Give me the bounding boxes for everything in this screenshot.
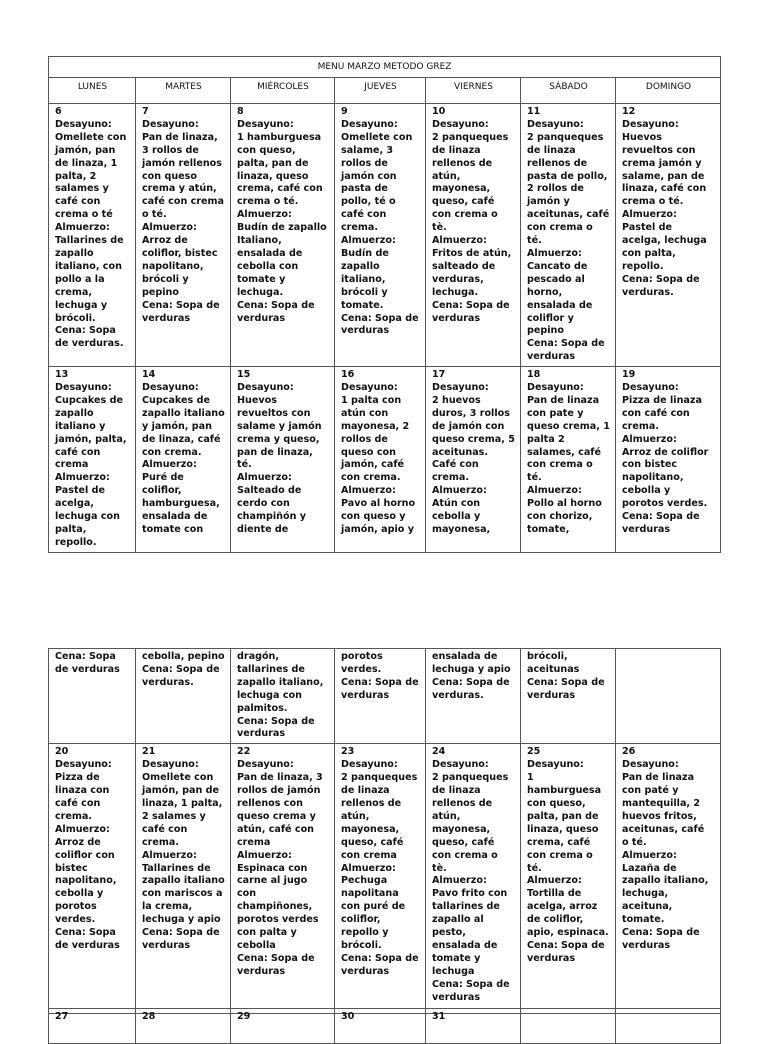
day-cell — [335, 1009, 426, 1044]
meal-text: Desayuno: Cupcakes de zapallo italiano y jamón, pan de linaza, café con crema. Almuerzo: Puré de coliflor, hamburguesa, ensalada de tomate con — [142, 382, 225, 535]
day-cell — [49, 367, 136, 553]
meal-text: Desayuno: 2 panqueques de linaza rellenos de pasta de pollo, 2 rollos de jamón y aceitunas, café con crema o té. Almuerzo: Cancato de pescado al horno, ensalada de coliflor y pepino Cena: Sopa de verduras — [527, 118, 610, 363]
day-cell — [616, 367, 721, 553]
day-cell — [426, 649, 521, 744]
day-number: 23 — [341, 746, 355, 758]
week-row — [49, 744, 721, 1014]
day-cell — [335, 649, 426, 744]
day-number: 28 — [142, 1011, 156, 1022]
day-cell — [335, 367, 426, 553]
meal-text: Desayuno: Cupcakes de zapallo italiano y jamón, palta, café con crema Almuerzo: Pastel de acelga, lechuga con palta, repollo. — [55, 382, 127, 548]
meal-text: Desayuno: 1 palta con atún con mayonesa, 2 rollos de queso con jamón, café con crema. Almuerzo: Pavo al horno con queso y jamón, apio y — [341, 382, 416, 535]
day-cell — [426, 744, 521, 1014]
day-number: 17 — [432, 369, 446, 381]
meal-text: Desayuno: 2 huevos duros, 3 rollos de jamón con queso crema, 5 aceitunas. Café con crema. Almuerzo: Atún con cebolla y mayonesa, — [432, 382, 515, 535]
meal-text: Desayuno: Pan de linaza con pate y queso crema, 1 palta 2 salames, café con crema o té. Almuerzo: Pollo al horno con chorizo, tomate, — [527, 382, 610, 535]
meal-text: Desayuno: Pan de linaza con paté y mantequilla, 2 huevos fritos, aceitunas, café o té. Almuerzo: Lazaña de zapallo italiano, lechuga, aceituna, tomate. Cena: Sopa de verduras — [622, 759, 709, 951]
day-cell — [521, 1009, 616, 1044]
day-cell — [231, 104, 335, 367]
day-number: 12 — [622, 106, 636, 117]
meal-text: ensalada de lechuga y apio Cena: Sopa de verduras. — [432, 651, 511, 701]
day-cell — [521, 104, 616, 367]
meal-text: Desayuno: 2 panqueques de linaza rellenos de atún, mayonesa, queso, café con crema o tè. Almuerzo: Pavo frito con tallarines de zapallo al pesto, ensalada de tomate y lechuga Cena: Sopa de verduras — [432, 759, 510, 1003]
day-cell — [136, 367, 231, 553]
meal-text: Cena: Sopa de verduras — [55, 651, 120, 675]
day-number: 7 — [142, 106, 149, 117]
day-cell — [231, 744, 335, 1014]
day-number: 10 — [432, 106, 446, 117]
week-row — [49, 367, 721, 553]
day-header: VIERNES — [426, 78, 521, 104]
day-number: 14 — [142, 369, 156, 381]
meal-text: Desayuno: Huevos revueltos con crema jamón y salame, pan de linaza, café con crema o té. Almuerzo: Pastel de acelga, lechuga con palta, repollo. Cena: Sopa de verduras. — [622, 118, 707, 298]
day-cell — [49, 1009, 136, 1044]
week-row — [49, 104, 721, 367]
day-number: 6 — [55, 106, 62, 117]
day-cell — [521, 744, 616, 1014]
day-cell — [426, 104, 521, 367]
day-header: LUNES — [49, 78, 136, 104]
day-number: 9 — [341, 106, 348, 117]
day-cell — [136, 744, 231, 1014]
day-header: JUEVES — [335, 78, 426, 104]
day-cell — [49, 744, 136, 1014]
day-cell — [335, 744, 426, 1014]
day-number: 30 — [341, 1011, 355, 1022]
day-cell — [616, 744, 721, 1014]
meal-text: Desayuno: Omellete con salame, 3 rollos de jamón con pasta de pollo, té o café con crema. Almuerzo: Budín de zapallo italiano, brócoli y tomate. Cena: Sopa de verduras — [341, 118, 419, 337]
menu-table-last-week — [48, 1008, 721, 1044]
day-cell — [136, 104, 231, 367]
meal-text: Desayuno: Omellete con jamón, pan de linaza, 1 palta, 2 salames y café con crema. Almuerzo: Tallarines de zapallo italiano con mariscos a la crema, lechuga y apio Cena: Sopa de verduras — [142, 759, 225, 951]
meal-text: Desayuno: Omellete con jamón, pan de linaza, 1 palta, 2 salames y café con crema o té Almuerzo: Tallarines de zapallo italiano, con pollo a la crema, lechuga y brócoli. Cena: Sopa de verduras. — [55, 118, 127, 350]
day-number: 19 — [622, 369, 636, 381]
day-header: SÁBADO — [521, 78, 616, 104]
day-number: 20 — [55, 746, 69, 758]
day-cell — [231, 367, 335, 553]
meal-text: Desayuno: Huevos revueltos con salame y jamón crema y queso, pan de linaza, té. Almuerzo: Salteado de cerdo con champiñón y diente de — [237, 382, 322, 535]
day-number: 25 — [527, 746, 541, 758]
day-number: 13 — [55, 369, 69, 381]
day-header: MIÉRCOLES — [231, 78, 335, 104]
menu-table-bottom — [48, 648, 721, 1014]
day-number: 24 — [432, 746, 446, 758]
day-cell — [521, 649, 616, 744]
day-header: DOMINGO — [616, 78, 721, 104]
day-cell — [136, 649, 231, 744]
day-cell — [49, 649, 136, 744]
continued-row — [49, 649, 721, 744]
menu-table-top — [48, 56, 721, 553]
menu-page-2-last-week — [48, 1008, 720, 1044]
day-number: 8 — [237, 106, 244, 117]
day-cell — [616, 1009, 721, 1044]
day-cell — [231, 649, 335, 744]
day-number: 31 — [432, 1011, 446, 1022]
menu-page-2 — [48, 648, 720, 1014]
day-cell — [616, 649, 721, 744]
meal-text: Desayuno: 1 hamburguesa con queso, palta, pan de linaza, queso crema, café con crema o té. Almuerzo: Tortilla de acelga, arroz de coliflor, apio, espinaca. Cena: Sopa de verduras — [527, 759, 609, 964]
menu-page-1 — [48, 56, 720, 553]
day-number: 16 — [341, 369, 355, 381]
day-cell — [426, 367, 521, 553]
meal-text: Desayuno: 2 panqueques de linaza rellenos de atún, mayonesa, queso, café con crema o tè. Almuerzo: Fritos de atún, salteado de verduras, lechuga. Cena: Sopa de verduras — [432, 118, 512, 324]
day-cell — [616, 104, 721, 367]
meal-text: Desayuno: Pizza de linaza con café con crema. Almuerzo: Arroz de coliflor con bistec napolitano, cebolla y porotos verdes. Cena: Sopa de verduras — [55, 759, 120, 951]
meal-text: dragón, tallarines de zapallo italiano, lechuga con palmitos. Cena: Sopa de verduras — [237, 651, 324, 740]
day-number: 29 — [237, 1011, 251, 1022]
meal-text: Desayuno: Pan de linaza, 3 rollos de jamón rellenos con queso crema y atún, café con crema o té. Almuerzo: Arroz de coliflor, bistec napolitano, brócoli y pepino Cena: Sopa de verduras — [142, 118, 225, 324]
day-cell — [426, 1009, 521, 1044]
day-cell — [231, 1009, 335, 1044]
day-number: 15 — [237, 369, 251, 381]
week-row — [49, 1009, 721, 1044]
day-number: 11 — [527, 106, 541, 117]
day-number: 22 — [237, 746, 251, 758]
meal-text: Desayuno: 2 panqueques de linaza rellenos de atún, mayonesa, queso, café con crema Almuerzo: Pechuga napolitana con puré de coliflor, repollo y brócoli. Cena: Sopa de verduras — [341, 759, 419, 977]
day-header: MARTES — [136, 78, 231, 104]
meal-text: cebolla, pepino Cena: Sopa de verduras. — [142, 651, 225, 688]
meal-text: porotos verdes. Cena: Sopa de verduras — [341, 651, 419, 701]
meal-text: brócoli, aceitunas Cena: Sopa de verduras — [527, 651, 605, 701]
meal-text: Desayuno: 1 hamburguesa con queso, palta, pan de linaza, queso crema, café con crema o té. Almuerzo: Budín de zapallo Italiano, ensalada de cebolla con tomate y lechuga. Cena: Sopa de verduras — [237, 118, 327, 324]
day-cell — [521, 367, 616, 553]
menu-title: MENU MARZO METODO GREZ — [49, 57, 721, 78]
day-cell — [335, 104, 426, 367]
day-number: 26 — [622, 746, 636, 758]
day-cell — [49, 104, 136, 367]
meal-text: Desayuno: Pan de linaza, 3 rollos de jamón rellenos con queso crema y atún, café con crema Almuerzo: Espinaca con carne al jugo con champiñones, porotos verdes con palta y cebolla Cena: Sopa de verduras — [237, 759, 323, 977]
meal-text: Desayuno: Pizza de linaza con café con crema. Almuerzo: Arroz de coliflor con bistec napolitano, cebolla y porotos verdes. Cena: Sopa de verduras — [622, 382, 709, 535]
day-number: 18 — [527, 369, 541, 381]
day-number: 27 — [55, 1011, 69, 1022]
day-number: 21 — [142, 746, 156, 758]
day-cell — [136, 1009, 231, 1044]
